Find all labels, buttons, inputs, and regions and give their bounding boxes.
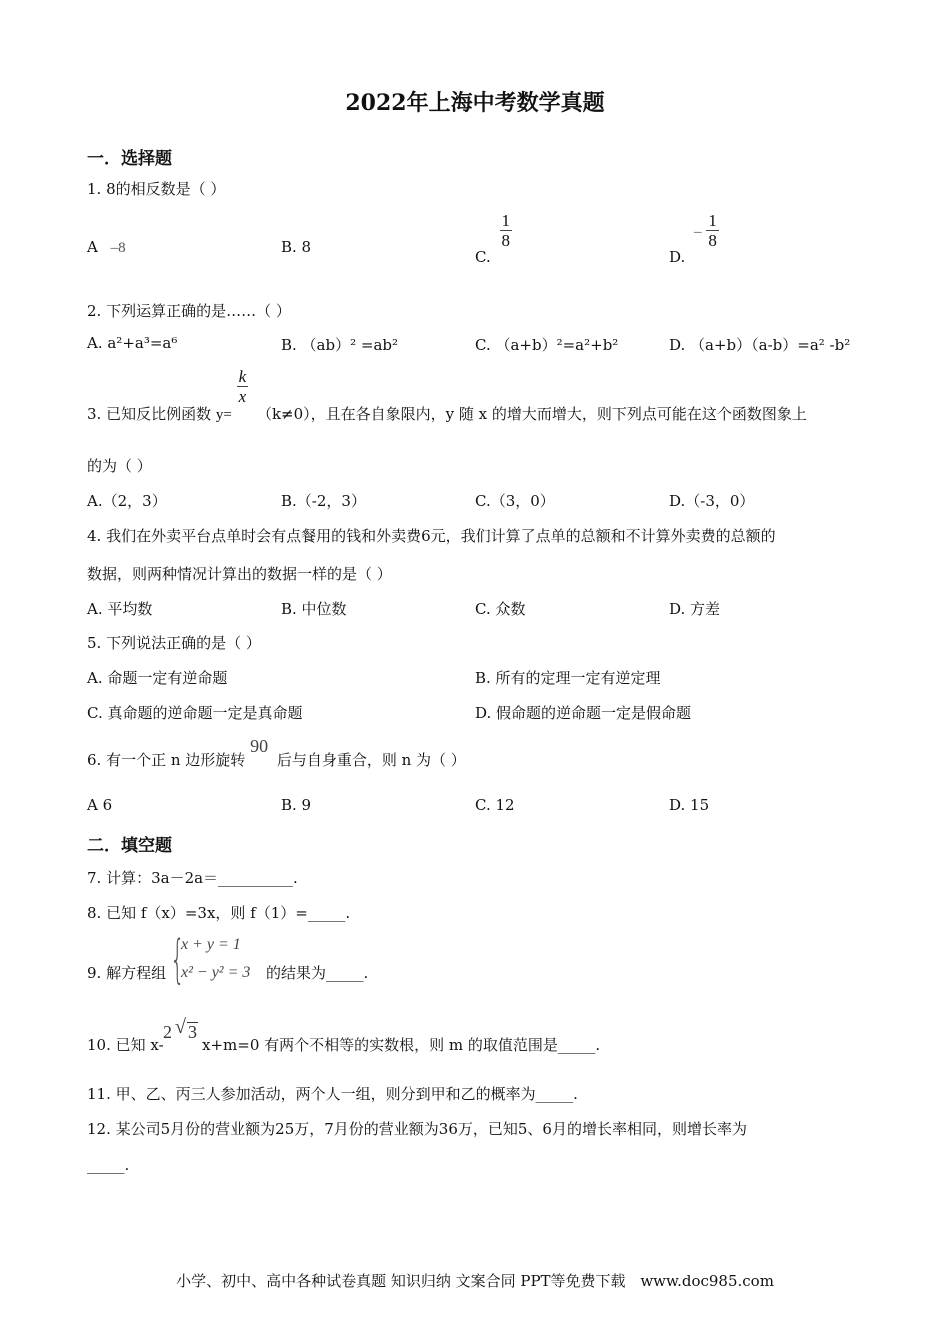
- fraction: [500, 212, 513, 251]
- stem-suffix: （k≠0），且在各自象限内，y 随 x 的增大而增大，则下列点可能在这个函数图象上: [256, 404, 807, 423]
- question-5-option-a: A. 命题一定有逆命题: [87, 669, 228, 687]
- question-5-option-c: C. 真命题的逆命题一定是真命题: [87, 704, 303, 722]
- question-1-option-d: [669, 211, 719, 266]
- question-1-option-b: B. 8: [281, 238, 312, 256]
- equation-1: x + y = 1: [181, 936, 241, 953]
- option-value: –8: [110, 240, 126, 256]
- question-3-option-a: A.（2，3）: [87, 492, 167, 510]
- page-title: 2022年上海中考数学真题: [345, 90, 605, 116]
- question-10-prefix: 10. 已知 x-: [87, 1036, 164, 1054]
- fraction-numerator: k: [238, 367, 247, 386]
- fraction-denominator: x: [238, 387, 247, 406]
- radical-sign-icon: √: [175, 1016, 186, 1038]
- fraction-denominator: 8: [501, 231, 510, 250]
- question-9-prefix: 9. 解方程组: [87, 964, 167, 982]
- question-4-stem: 4. 我们在外卖平台点单时会有点餐用的钱和外卖费6元，我们计算了点单的总额和不计算外卖费的总额的: [87, 527, 776, 545]
- fraction-numerator: 1: [501, 211, 510, 230]
- question-3-stem-line2: 的为（ ）: [87, 457, 152, 475]
- question-6-option-d: D. 15: [669, 796, 710, 814]
- question-4-option-a: A. 平均数: [87, 600, 153, 618]
- question-2-stem: 2. 下列运算正确的是……（ ）: [87, 302, 291, 320]
- question-1-stem: 1. 8的相反数是（ ）: [87, 180, 226, 198]
- question-6-option-b: B. 9: [281, 796, 312, 814]
- stem-prefix: 6. 有一个正 n 边形旋转: [87, 751, 246, 769]
- question-5-option-d: D. 假命题的逆命题一定是假命题: [475, 704, 692, 722]
- radicand: 3: [188, 1022, 197, 1042]
- question-4-option-b: B. 中位数: [281, 600, 347, 618]
- question-1-option-a: [87, 238, 126, 257]
- question-11: 11. 甲、乙、丙三人参加活动，两个人一组，则分到甲和乙的概率为_____.: [87, 1085, 578, 1103]
- stem-prefix: 3. 已知反比例函数: [87, 404, 212, 423]
- fraction-k-over-x: [237, 368, 249, 407]
- question-2-option-d: D. （a+b）（a-b）=a² -b²: [669, 336, 851, 354]
- section-heading-fill-in: 二．填空题: [87, 836, 172, 856]
- question-5-option-b: B. 所有的定理一定有逆定理: [475, 669, 661, 687]
- footer-url[interactable]: www.doc985.com: [640, 1272, 774, 1290]
- equation-2: x² − y² = 3: [181, 964, 251, 981]
- fraction-denominator: 8: [708, 231, 717, 250]
- angle-value: 90: [250, 736, 269, 756]
- footer-text: 小学、初中、高中各种试卷真题 知识归纳 文案合同 PPT等免费下载: [176, 1272, 626, 1290]
- footer: [0, 1270, 950, 1291]
- question-6-stem: [87, 736, 466, 769]
- question-6-option-a: A 6: [87, 796, 113, 814]
- coefficient: 2: [163, 1022, 172, 1042]
- question-4-option-c: C. 众数: [475, 600, 526, 618]
- question-2-option-a: A. a²+a³=a⁶: [87, 334, 178, 352]
- question-12-line2: _____.: [87, 1156, 130, 1174]
- question-3-option-c: C.（3，0）: [475, 492, 555, 510]
- fraction: [706, 212, 719, 251]
- option-label: C.: [475, 247, 491, 266]
- section-heading-choice: 一．选择题: [87, 149, 172, 169]
- question-4-option-d: D. 方差: [669, 600, 721, 618]
- question-4-stem-line2: 数据，则两种情况计算出的数据一样的是（ ）: [87, 565, 392, 583]
- minus-sign: –: [694, 223, 702, 240]
- question-10-suffix: x+m=0 有两个不相等的实数根，则 m 的取值范围是_____.: [202, 1036, 601, 1054]
- question-7: 7. 计算：3a－2a＝__________.: [87, 869, 298, 887]
- question-2-option-c: C. （a+b）²=a²+b²: [475, 336, 619, 354]
- question-2-option-b: B. （ab）² =ab²: [281, 336, 399, 354]
- question-3-option-d: D.（-3，0）: [669, 492, 755, 510]
- option-label: A: [87, 238, 98, 256]
- function-y: y=: [215, 406, 232, 423]
- fraction-numerator: 1: [708, 211, 717, 230]
- question-6-option-c: C. 12: [475, 796, 515, 814]
- option-label: D.: [669, 247, 686, 266]
- question-3-option-b: B.（-2，3）: [281, 492, 366, 510]
- question-12: 12. 某公司5月份的营业额为25万，7月份的营业额为36万，已知5、6月的增长率相同，则增长率为: [87, 1120, 747, 1138]
- question-3-stem: [87, 367, 807, 423]
- stem-suffix: 后与自身重合，则 n 为（ ）: [276, 751, 466, 769]
- question-1-option-c: [475, 211, 512, 266]
- question-8: 8. 已知 f（x）=3x，则 f（1）=_____.: [87, 904, 351, 922]
- brace-icon: {: [170, 930, 185, 990]
- question-5-stem: 5. 下列说法正确的是（ ）: [87, 634, 261, 652]
- question-9-suffix: 的结果为_____.: [266, 964, 369, 982]
